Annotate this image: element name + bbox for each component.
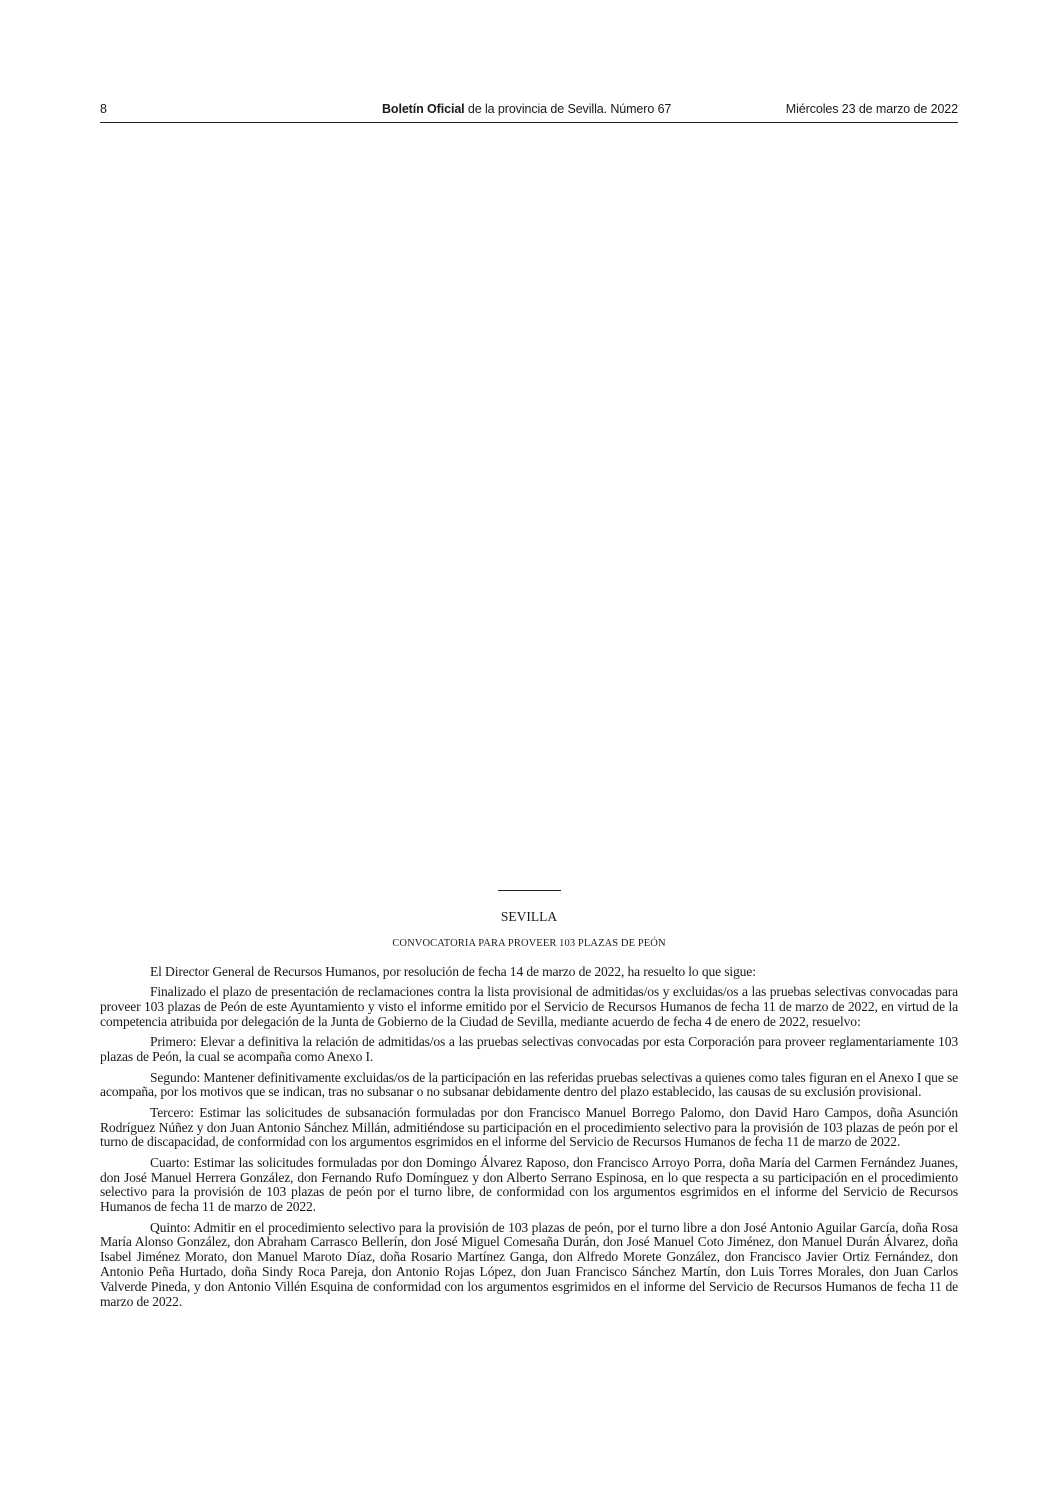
paragraph-finalizado: Finalizado el plazo de presentación de reclamaciones contra la lista provisional de admitidas/os y excluidas/os a las pruebas selectivas convocadas para proveer 103 plazas de Peón de este Ayuntamiento y visto el informe emitido por el Servicio de Recursos Humanos de fecha 11 de marzo de 2022, en virtud de la competencia atribuida por delegación de la Junta de Gobierno de la Ciudad de Sevilla, mediante acuerdo de fecha 4 de enero de 2022, resuelvo: bbox=[100, 984, 958, 1029]
paragraph-intro: El Director General de Recursos Humanos, por resolución de fecha 14 de marzo de 2022, ha resuelto lo que sigue: bbox=[150, 964, 756, 979]
paragraph-primero: Primero: Elevar a definitiva la relación de admitidas/os a las pruebas selectivas convocadas por esta Corporación para proveer reglamentariamente 103 plazas de Peón, la cual se acompaña como Anexo I. bbox=[100, 1034, 958, 1065]
document-body bbox=[100, 965, 958, 1315]
publication-issue: de la provincia de Sevilla. Número 67 bbox=[464, 102, 672, 116]
paragraph-segundo: Segundo: Mantener definitivamente excluidas/os de la participación en las referidas pruebas selectivas a quienes como tales figuran en el Anexo I que se acompaña, por los motivos que se indican, tras no subsanar o no subsanar debidamente dentro del plazo establecido, las causas de su exclusión provisional. bbox=[100, 1069, 958, 1100]
paragraph-cuarto: Cuarto: Estimar las solicitudes formuladas por don Domingo Álvarez Raposo, don Francisco Arroyo Porra, doña María del Carmen Fernández Juanes, don José Manuel Herrera González, don Fernando Rufo Domínguez y don Alberto Serrano Espinosa, en lo que respecta a su participación en el procedimiento selectivo para la provisión de 103 plazas de peón por el turno libre, de conformidad con los argumentos esgrimidos en el informe del Servicio de Recursos Humanos de fecha 11 de marzo de 2022. bbox=[100, 1154, 958, 1215]
section-subtitle: CONVOCATORIA PARA PROVEER 103 PLAZAS DE PEÓN bbox=[392, 938, 666, 949]
paragraph-tercero: Tercero: Estimar las solicitudes de subsanación formuladas por don Francisco Manuel Borrego Palomo, don David Haro Campos, doña Asunción Rodríguez Núñez y don Juan Antonio Sánchez Millán, admitiéndose su participación en el procedimiento selectivo para la provisión de 103 plazas de peón por el turno de discapacidad, de conformidad con los argumentos esgrimidos en el informe del Servicio de Recursos Humanos de fecha 11 de marzo de 2022. bbox=[100, 1104, 958, 1150]
publication-name-bold: Boletín Oficial bbox=[382, 102, 465, 116]
publication-title bbox=[382, 102, 671, 116]
paragraph-quinto: Quinto: Admitir en el procedimiento selectivo para la provisión de 103 plazas de peón, por el turno libre a don José Antonio Aguilar García, doña Rosa María Alonso González, don Abraham Carrasco Bellerín, don José Miguel Comesaña Durán, don José Manuel Coto Jiménez, don Manuel Durán Álvarez, doña Isabel Jiménez Morato, don Manuel Maroto Díaz, doña Rosario Martínez Ganga, don Alfredo Morete González, don Francisco Javier Ortiz Fernández, don Antonio Peña Hurtado, doña Sindy Roca Pareja, don Antonio Rojas López, don Juan Francisco Sánchez Martín, don Luis Torres Morales, don Juan Carlos Valverde Pineda, y don Antonio Villén Esquina de conformidad con los argumentos esgrimidos en el informe del Servicio de Recursos Humanos de fecha 11 de marzo de 2022. bbox=[100, 1219, 958, 1309]
section-title: SEVILLA bbox=[500, 909, 558, 924]
page-header bbox=[100, 102, 958, 123]
section-separator bbox=[498, 890, 561, 891]
page-number: 8 bbox=[100, 102, 107, 116]
publication-date: Miércoles 23 de marzo de 2022 bbox=[785, 102, 958, 116]
